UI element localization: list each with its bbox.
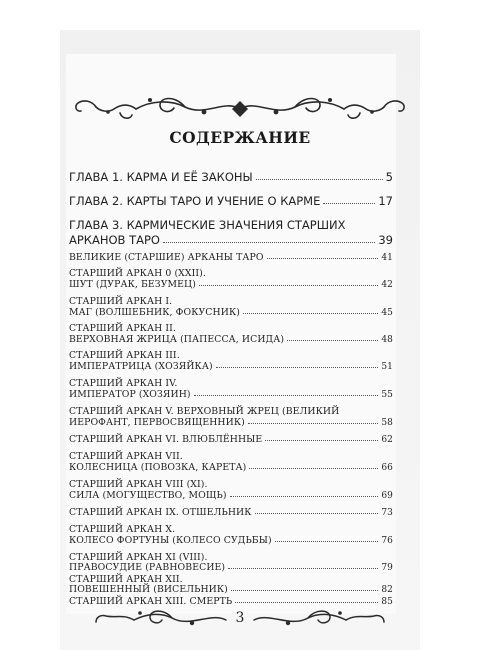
- toc-page-number: 73: [381, 508, 393, 518]
- toc-page-number: 39: [378, 233, 393, 247]
- toc-page-number: 17: [378, 194, 393, 208]
- dot-leader: [194, 395, 379, 396]
- toc-entry: [69, 361, 393, 372]
- toc-entry-title: МАГ (ВОЛШЕБНИК, ФОКУСНИК): [69, 307, 240, 318]
- toc-entry: [69, 584, 393, 595]
- toc-page-number: 45: [381, 308, 393, 318]
- toc-entry-line1: СТАРШИЙ АРКАН 0 (XXII).: [69, 268, 206, 279]
- toc-chapter-1: [69, 170, 393, 184]
- toc-entry: [69, 490, 393, 501]
- toc-entry: [69, 434, 393, 445]
- toc-entry-line1: СТАРШИЙ АРКАН IV.: [69, 378, 178, 389]
- toc-page-number: 51: [381, 362, 393, 372]
- toc-page-number: 42: [381, 280, 393, 290]
- toc-entry-title: ИМПЕРАТОР (ХОЗЯИН): [69, 389, 191, 400]
- top-ornament: [0, 87, 480, 127]
- toc-entry: [69, 507, 393, 518]
- toc-entry-line1: СТАРШИЙ АРКАН X.: [69, 524, 176, 535]
- toc-page-number: 41: [381, 253, 393, 263]
- toc-entry-line1: СТАРШИЙ АРКАН XI (VIII).: [69, 552, 208, 563]
- dot-leader: [256, 179, 383, 180]
- toc-entry-title: ВЕРХОВНАЯ ЖРИЦА (ПАПЕССА, ИСИДА): [69, 334, 285, 345]
- toc-page-number: 62: [381, 435, 393, 445]
- toc-entry-title: ВЕЛИКИЕ (СТАРШИЕ) АРКАНЫ ТАРО: [69, 252, 264, 263]
- toc-page-number: 79: [381, 563, 393, 573]
- toc-entry: [69, 535, 393, 546]
- dot-leader: [265, 440, 378, 441]
- toc-entry-title: ПОВЕШЕННЫЙ (ВИСЕЛЬНИК): [69, 584, 228, 595]
- toc-entry: [69, 417, 393, 428]
- dot-leader: [275, 541, 379, 542]
- toc-entry-title: СТАРШИЙ АРКАН IX. ОТШЕЛЬНИК: [69, 507, 252, 518]
- toc-entry-title: СТАРШИЙ АРКАН XIII. СМЕРТЬ: [69, 596, 233, 607]
- toc-entry-line1: СТАРШИЙ АРКАН XII.: [69, 574, 183, 585]
- toc-page-number: 69: [381, 491, 393, 501]
- toc-entry-title: ШУТ (ДУРАК, БЕЗУМЕЦ): [69, 279, 196, 290]
- dot-leader: [255, 513, 379, 514]
- toc-chapter-title: ГЛАВА 1. КАРМА И ЕЁ ЗАКОНЫ: [69, 170, 253, 184]
- toc-chapter-3: [69, 233, 393, 247]
- toc-page-number: 66: [381, 463, 393, 473]
- toc-entry: [69, 252, 393, 263]
- dot-leader: [249, 468, 378, 469]
- toc-entry-title: КОЛЕСНИЦА (ПОВОЗКА, КАРЕТА): [69, 462, 247, 473]
- toc-entry-title: СТАРШИЙ АРКАН VI. ВЛЮБЛЁННЫЕ: [69, 434, 263, 445]
- toc-entry-title: ИМПЕРАТРИЦА (ХОЗЯЙКА): [69, 361, 213, 372]
- toc-page-number: 48: [381, 335, 393, 345]
- toc-page-number: 85: [381, 597, 393, 607]
- dot-leader: [231, 590, 378, 591]
- toc-entry: [69, 562, 393, 573]
- toc-entry-line1: СТАРШИЙ АРКАН II.: [69, 323, 176, 334]
- toc-entry-line1: СТАРШИЙ АРКАН V. ВЕРХОВНЫЙ ЖРЕЦ (ВЕЛИКИЙ: [69, 406, 340, 417]
- toc-entry: [69, 389, 393, 400]
- dot-leader: [248, 423, 378, 424]
- toc-chapter-title: АРКАНОВ ТАРО: [69, 233, 160, 247]
- page-title: СОДЕРЖАНИЕ: [169, 128, 311, 147]
- toc-page-number: 82: [381, 585, 393, 595]
- toc-page-number: 58: [381, 418, 393, 428]
- toc-page-number: 76: [381, 536, 393, 546]
- toc-entry-title: ИЕРОФАНТ, ПЕРВОСВЯЩЕННИК): [69, 417, 245, 428]
- dot-leader: [243, 313, 378, 314]
- toc-entry-title: СИЛА (МОГУЩЕСТВО, МОЩЬ): [69, 490, 227, 501]
- dot-leader: [287, 340, 378, 341]
- toc-entry-line1: СТАРШИЙ АРКАН VII.: [69, 451, 183, 462]
- toc-page-number: 55: [381, 390, 393, 400]
- dot-leader: [216, 367, 379, 368]
- dot-leader: [163, 242, 375, 243]
- toc-page-number: 5: [385, 170, 393, 184]
- dot-leader: [228, 568, 378, 569]
- dot-leader: [199, 285, 378, 286]
- toc-entry-title: ПРАВОСУДИЕ (РАВНОВЕСИЕ): [69, 562, 226, 573]
- toc-entry: [69, 334, 393, 345]
- dot-leader: [267, 258, 379, 259]
- toc-chapter-2: [69, 194, 393, 208]
- toc-entry-title: КОЛЕСО ФОРТУНЫ (КОЛЕСО СУДЬБЫ): [69, 535, 272, 546]
- toc-chapter-3-line1: ГЛАВА 3. КАРМИЧЕСКИЕ ЗНАЧЕНИЯ СТАРШИХ: [69, 218, 346, 232]
- toc-entry-line1: СТАРШИЙ АРКАН VIII (XI).: [69, 479, 208, 490]
- toc-entry: [69, 279, 393, 290]
- toc-entry-line1: СТАРШИЙ АРКАН III.: [69, 350, 180, 361]
- toc-chapter-title: ГЛАВА 2. КАРТЫ ТАРО И УЧЕНИЕ О КАРМЕ: [69, 194, 321, 208]
- dot-leader: [323, 203, 375, 204]
- toc-entry-line1: СТАРШИЙ АРКАН I.: [69, 296, 173, 307]
- page-number: 3: [235, 610, 245, 626]
- toc-entry: [69, 462, 393, 473]
- dot-leader: [230, 496, 379, 497]
- toc-entry: [69, 307, 393, 318]
